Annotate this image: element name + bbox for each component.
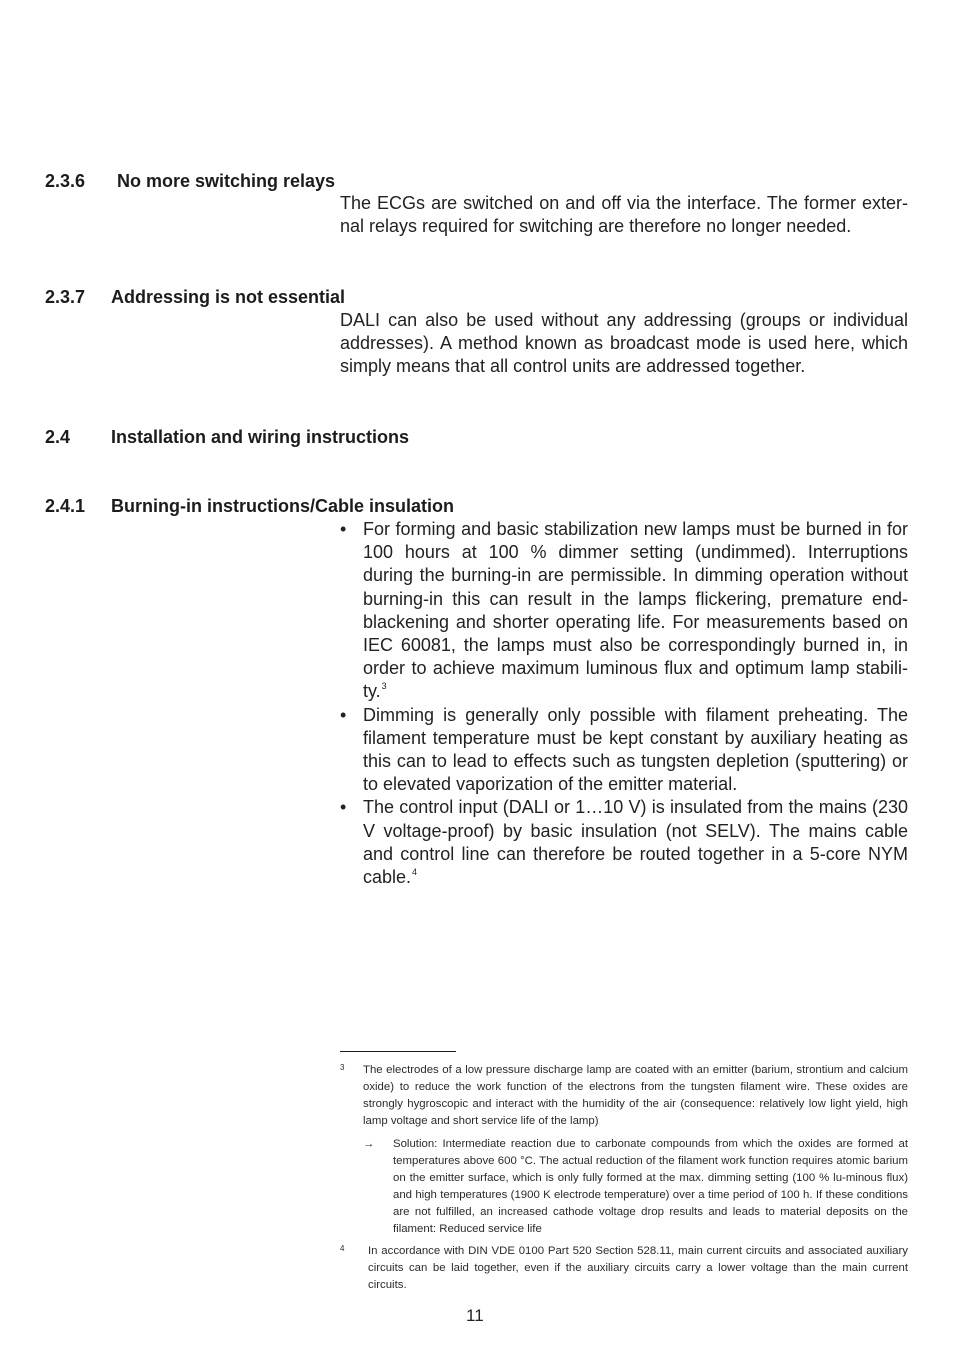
section-title: Addressing is not essential [111,287,346,307]
footnote-3-solution [363,1136,908,1238]
footnote-text: The electrodes of a low pressure discharge lamp are coated with an emitter (barium, strontium and calcium oxide) to reduce the work function of the electrons from the tungsten filament wire. These oxides are strongly hygroscopic and interact with the humidity of the air (consequence: relatively low light yield, high lamp voltage and short service life of the lamp) [363,1064,908,1127]
list-item [340,704,908,797]
list-item-text: For forming and basic stabilization new lamps must be burned in for 100 hours at 100 % dimmer setting (undimmed). Interruptions during the burning-in are permissible. In dimming operation without burning-in this can result in the lamps flickering, premature end-blackening and shorter operating life. For measurements based on IEC 60081, the lamps must also be correspondingly burned in, in order to achieve maximum luminous flux and optimum lamp stabili-ty. [363,519,908,702]
footnote-solution-text: Solution: Intermediate reaction due to carbonate compounds from which the oxides are formed at temperatures above 600 °C. The actual reduction of the filament work function requires atomic barium on the emitter surface, which is only fully formed at the max. dimming setting (100 % lu-minous flux) and high temperatures (1900 K electrode temperature) over a time period of 100 h. If these conditions are not fulfilled, an increased cathode voltage drop results and leads to material deposits on the filament: Reduced service life [393,1138,908,1235]
footnote-divider [340,1051,456,1052]
section-number: 2.3.7 [45,287,86,307]
section-body-2-3-7: DALI can also be used without any addressing (groups or individual addresses). A method known as broadcast mode is used here, which simply means that all control units are addressed together. [340,310,908,377]
section-heading-2-4 [45,426,409,448]
list-item [340,518,908,704]
section-number: 2.3.6 [45,171,86,191]
list-item-text: The control input (DALI or 1…10 V) is insulated from the mains (230 V voltage-proof) by basic insulation (not SELV). The mains cable and control line can therefore be routed together in a 5-core NYM cable. [363,797,908,888]
footnote-ref: 4 [412,867,418,878]
footnote-mark: 3 [340,1063,345,1072]
instruction-bullet-list [340,518,908,889]
section-number: 2.4 [45,427,71,447]
section-heading-2-3-6 [45,170,335,192]
section-heading-2-3-7 [45,286,345,308]
footnote-4 [340,1243,908,1294]
section-title: Burning-in instructions/Cable insulation [111,496,455,516]
section-heading-2-4-1 [45,495,454,517]
list-item [340,796,908,889]
arrow-right-icon: → [363,1138,375,1150]
bullet-icon: • [340,797,347,818]
section-body-2-3-6: The ECGs are switched on and off via the interface. The former exter-nal relays required for switching are therefore no longer needed. [340,193,908,237]
section-title: Installation and wiring instructions [111,427,410,447]
section-number: 2.4.1 [45,496,86,516]
list-item-text: Dimming is generally only possible with filament preheating. The filament temperature must be kept constant by auxiliary heating as this can to lead to effects such as tungsten depletion (sputtering) or to elevated vaporization of the emitter material. [363,704,908,795]
footnote-3 [340,1062,908,1130]
page-number: 11 [466,1306,484,1325]
footnote-ref: 3 [381,681,387,692]
bullet-icon: • [340,704,347,725]
footnote-text: In accordance with DIN VDE 0100 Part 520 Section 528.11, main current circuits and associated auxiliary circuits can be laid together, even if the auxiliary circuits carry a lower voltage than the main current circuits. [368,1245,908,1291]
section-title: No more switching relays [117,171,336,191]
footnote-mark: 4 [340,1244,345,1253]
bullet-icon: • [340,519,347,539]
